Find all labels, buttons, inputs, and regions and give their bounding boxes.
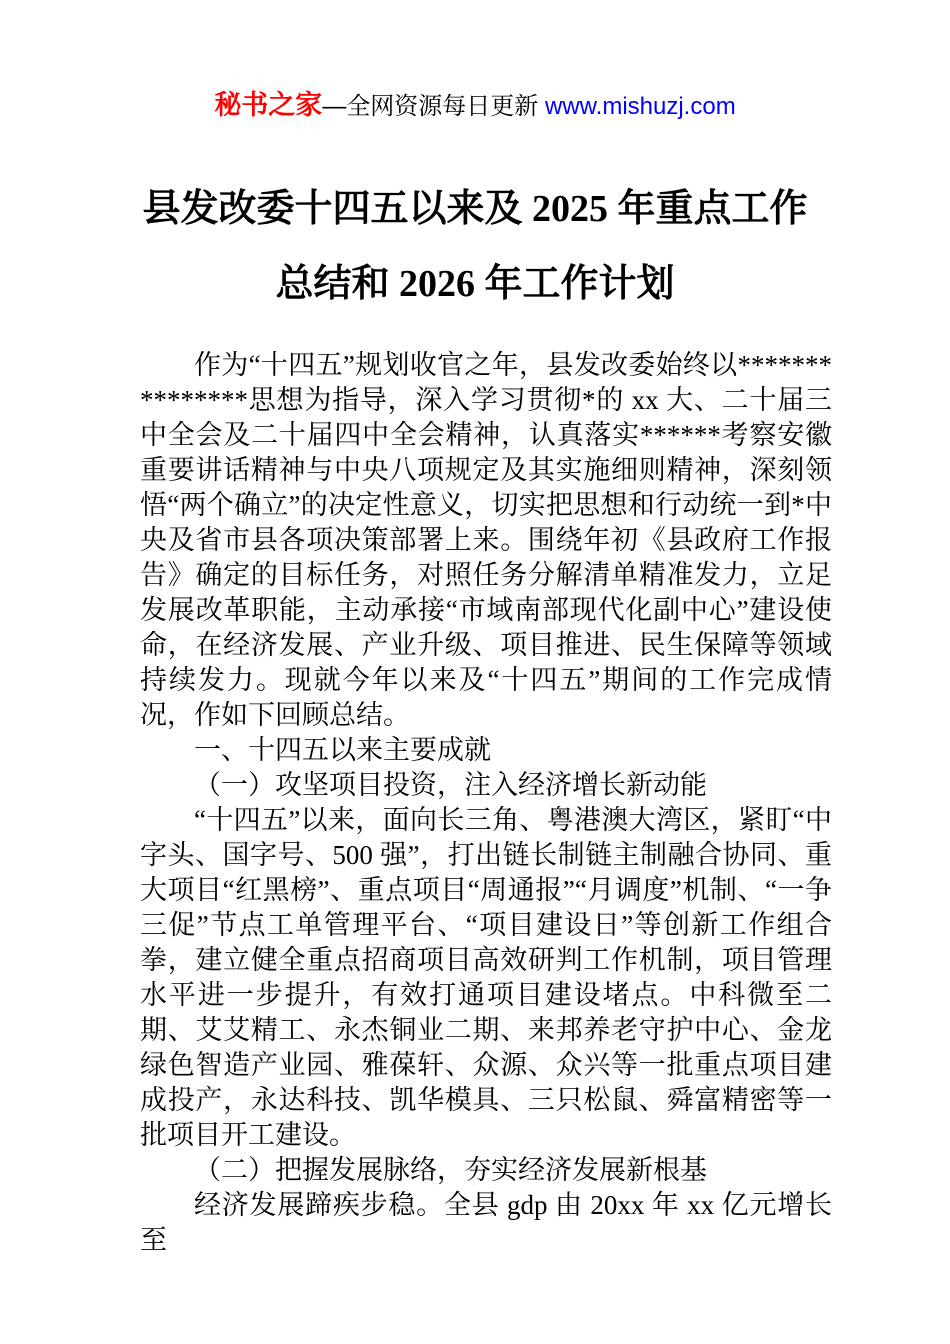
- intro-paragraph: 作为“十四五”规划收官之年，县发改委始终以***************思想为指导，深入学习贯彻*的 xx 大、二十届三中全会及二十届四中全会精神，认真落实******考察安徽重要讲话精神与中央八项规定及其实施细则精神，深刻领悟“两个确立”的决定性意义，切实把思想和行动统一到*中央及省市县各项决策部署上来。围绕年初《县政府工作报告》确定的目标任务，对照任务分解清单精准发力，立足发展改革职能，主动承接“市域南部现代化副中心”建设使命，在经济发展、产业升级、项目推进、民生保障等领域持续发力。现就今年以来及“十四五”期间的工作完成情况，作如下回顾总结。: [140, 350, 832, 730]
- site-brand-name: 秘书之家: [214, 90, 323, 120]
- document-title: [0, 172, 950, 322]
- site-tagline: —全网资源每日更新: [322, 93, 545, 120]
- section-1-2-paragraph: 经济发展蹄疾步稳。全县 gdp 由 20xx 年 xx 亿元增长至: [140, 1190, 832, 1255]
- section-1-2-heading: （二）把握发展脉络，夯实经济发展新根基: [194, 1155, 707, 1185]
- document-title-line-2: 总结和 2026 年工作计划: [275, 263, 675, 305]
- section-1-1-paragraph: “十四五”以来，面向长三角、粤港澳大湾区，紧盯“中字头、国字号、500 强”，打出链长制链主制融合协同、重大项目“红黑榜”、重点项目“周通报”“月调度”机制、“一争三促”节点工单管理平台、“项目建设日”等创新工作组合拳，建立健全重点招商项目高效研判工作机制，项目管理水平进一步提升，有效打通项目建设堵点。中科微至二期、艾艾精工、永杰铜业二期、来邦养老守护中心、金龙绿色智造产业园、雅葆轩、众源、众兴等一批重点项目建成投产，永达科技、凯华模具、三只松鼠、舜富精密等一批项目开工建设。: [140, 805, 832, 1150]
- section-1-heading: 一、十四五以来主要成就: [194, 735, 491, 765]
- document-body: [140, 348, 832, 1258]
- document-title-line-1: 县发改委十四五以来及 2025 年重点工作: [142, 188, 808, 230]
- site-url-link[interactable]: www.mishuzj.com: [544, 93, 736, 120]
- section-1-1-heading: （一）攻坚项目投资，注入经济增长新动能: [194, 770, 707, 800]
- site-banner: [0, 0, 950, 122]
